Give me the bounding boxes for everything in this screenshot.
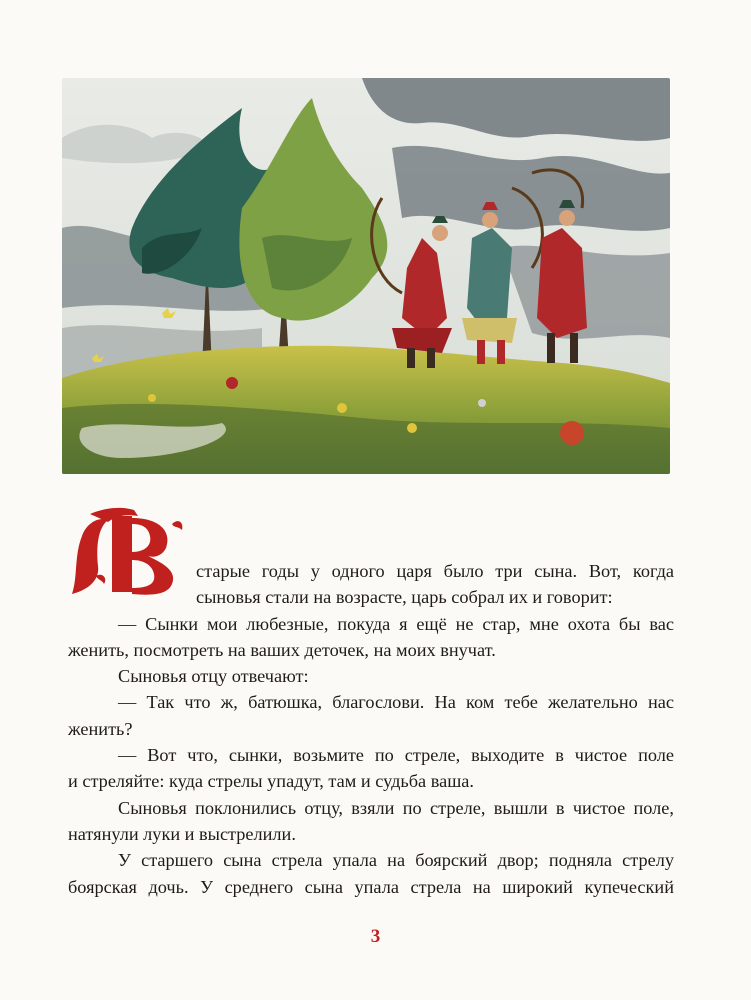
text-line: натянули луки и выстрелили.	[68, 823, 296, 844]
text-line: женить?	[68, 718, 133, 739]
story-text	[68, 500, 674, 900]
opening-paragraph	[68, 500, 674, 611]
page-number: 3	[370, 926, 381, 947]
ornamental-letter-svg	[68, 506, 186, 598]
text-line: — Сынки мои любезные, покуда я ещё не стар, мне охота бы вас	[118, 613, 674, 634]
text-line: и стреляйте: куда стрелы упадут, там и судьба ваша.	[68, 771, 474, 792]
text-line: женить, посмотреть на ваших деточек, на моих внучат.	[68, 639, 496, 660]
text-line: — Так что ж, батюшка, благослови. На ком тебе желательно нас	[118, 692, 674, 713]
text-line: — Вот что, сынки, возьмите по стреле, выходите в чистое поле	[118, 745, 674, 766]
text-line: боярская дочь. У среднего сына упала стрела на широкий купеческий	[68, 876, 674, 897]
text-line: У старшего сына стрела упала на боярский двор; подняла стрелу	[118, 850, 674, 871]
text-line: Сыновья отцу отвечают:	[118, 666, 309, 687]
text-line: сыновья стали на возрасте, царь собрал их и говорит:	[196, 587, 613, 608]
text-line: Сыновья поклонились отцу, взяли по стреле, вышли в чистое поле,	[118, 797, 674, 818]
archers-on-hill-illustration	[62, 78, 670, 474]
drop-cap-letter	[68, 506, 186, 598]
text-line: старые годы у одного царя было три сына. Вот, когда	[196, 561, 674, 581]
illustration-svg	[62, 78, 670, 474]
